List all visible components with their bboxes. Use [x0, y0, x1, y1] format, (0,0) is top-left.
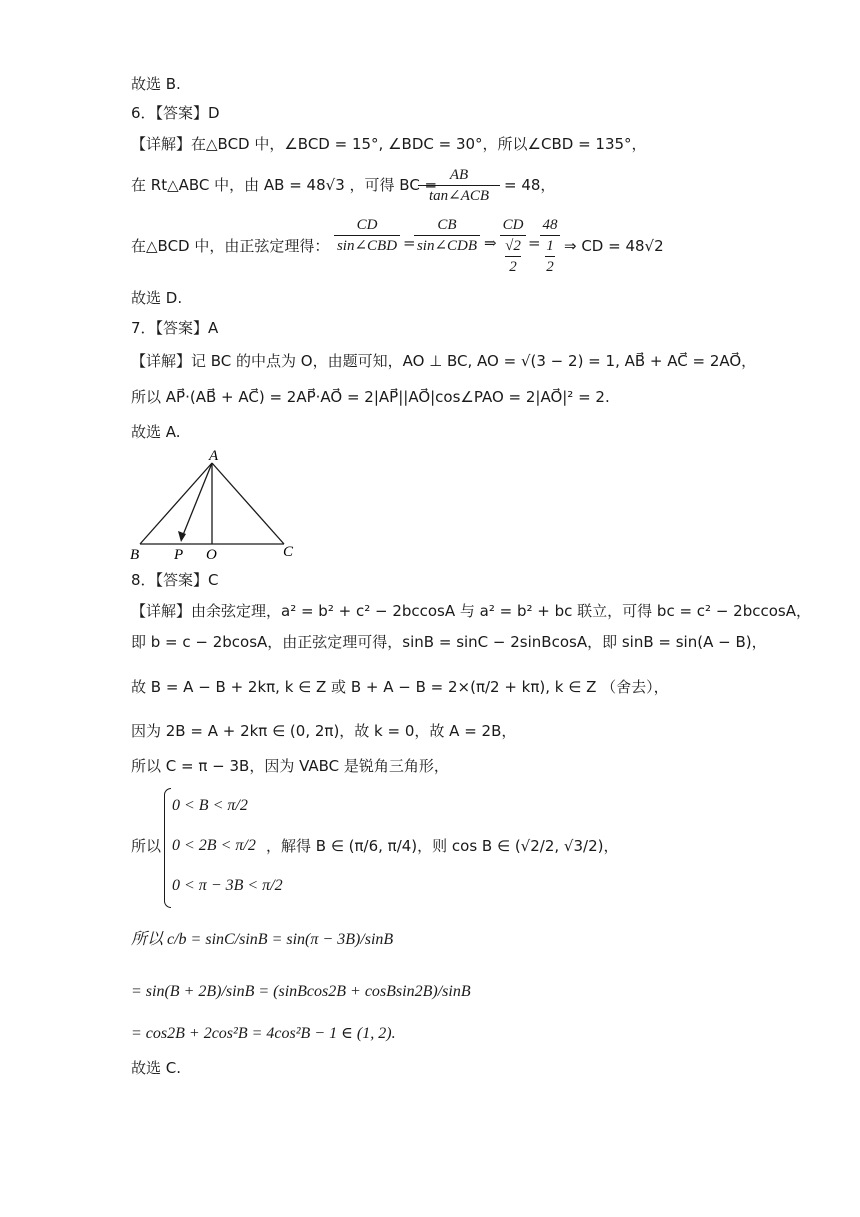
q8-line4: 因为 2B = A + 2kπ ∈ (0, 2π)，故 k = 0，故 A = 2B， [131, 722, 517, 740]
fraction-numerator: AB [449, 167, 469, 183]
q8-system-inequality-2: 0 < 2B < π/2 [172, 837, 256, 854]
q8-line3: 故 B = A − B + 2kπ, k ∈ Z 或 B + A − B = 2×(π/2 + kπ), k ∈ Z （舍去）， [131, 678, 669, 696]
q8-line6: 所以 c/b = sinC/sinB = sin(π − 3B)/sinB [131, 931, 394, 948]
system-brace [164, 788, 171, 908]
q8-line2: 即 b = c − 2bcosA，由正弦定理可得，sinB = sinC − 2sinBcosA，即 sinB = sin(A − B)， [131, 633, 767, 651]
q8-header: 8．【答案】C [131, 571, 219, 589]
label-p: P [174, 547, 184, 563]
q8-system-prefix: 所以 [131, 837, 162, 855]
q6-line2-suffix: = 48， [504, 176, 556, 194]
side-ab [140, 463, 212, 544]
q8-system-inequality-1: 0 < B < π/2 [172, 797, 248, 814]
q8-system-result: ，解得 B ∈ (π/6, π/4)，则 cos B ∈ (√2/2, √3/2)， [266, 837, 619, 855]
arrowhead-p [178, 531, 186, 542]
q8-line5: 所以 C = π − 3B，因为 VABC 是锐角三角形， [131, 757, 449, 775]
label-b: B [130, 547, 140, 563]
q6-compound-fraction-1: CD √2 2 [500, 216, 526, 276]
q8-system-inequality-3: 0 < π − 3B < π/2 [172, 877, 283, 894]
q6-line3-result: ⇒ CD = 48√2 [564, 237, 664, 255]
q6-line2-prefix: 在 Rt△ABC 中，由 AB = 48√3 ，可得 BC = [131, 176, 438, 194]
fraction-denominator: tan∠ACB [428, 188, 490, 204]
q6-line1: 【详解】在△BCD 中，∠BCD = 15°, ∠BDC = 30°，所以∠CBD = 135°， [131, 135, 647, 153]
q7-line1: 【详解】记 BC 的中点为 O，由题可知，AO ⊥ BC, AO = √(3 − 2) = 1, AB⃗ + AC⃗ = 2AO⃗， [131, 352, 757, 370]
q6-line2-fraction [418, 166, 500, 205]
q6-conclusion: 故选 D. [131, 289, 183, 307]
q5-conclusion: 故选 B. [131, 75, 181, 93]
q8-line8: = cos2B + 2cos²B = 4cos²B − 1 ∈ (1, 2). [131, 1025, 396, 1042]
q8-line1: 【详解】由余弦定理，a² = b² + c² − 2bccosA 与 a² = b² + bc 联立，可得 bc = c² − 2bccosA， [131, 602, 811, 620]
q7-header: 7．【答案】A [131, 319, 219, 337]
q6-line3-prefix: 在△BCD 中，由正弦定理得： [131, 237, 330, 255]
q7-conclusion: 故选 A. [131, 423, 181, 441]
label-c: C [283, 544, 294, 560]
label-o: O [206, 547, 217, 563]
q8-conclusion: 故选 C. [131, 1059, 182, 1077]
side-ac [212, 463, 284, 544]
q7-triangle-figure [128, 448, 300, 564]
q6-law-of-sines-fraction-2: CB sin∠CDB [414, 216, 480, 255]
q7-line2: 所以 AP⃗·(AB⃗ + AC⃗) = 2AP⃗·AO⃗ = 2|AP⃗||AO⃗|cos∠PAO = 2|AO⃗|² = 2. [131, 388, 610, 406]
label-a: A [209, 448, 219, 464]
vector-ap [181, 463, 212, 540]
q8-line7: = sin(B + 2B)/sinB = (sinBcos2B + cosBsin2B)/sinB [131, 983, 471, 1000]
q6-header: 6．【答案】D [131, 104, 220, 122]
q6-compound-fraction-2: 48 1 2 [540, 216, 560, 276]
q6-law-of-sines-fraction-1: CD sin∠CBD [334, 216, 400, 255]
